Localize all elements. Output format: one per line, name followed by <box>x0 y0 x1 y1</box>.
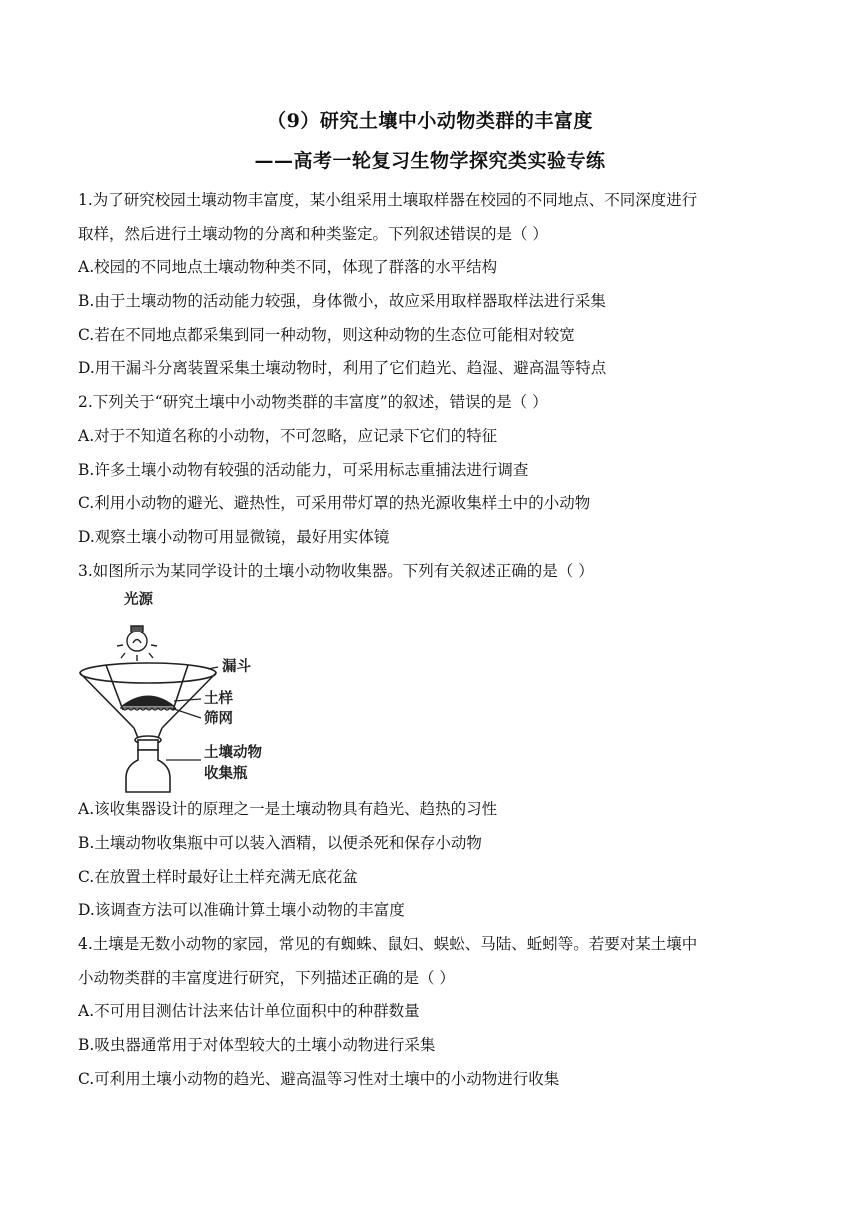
question-2 <box>78 386 778 554</box>
option-a: A.该收集器设计的原理之一是土壤动物具有趋光、趋热的习性 <box>78 800 498 819</box>
option-c: C.可利用土壤小动物的趋光、避高温等习性对土壤中的小动物进行收集 <box>78 1069 560 1088</box>
option-d: D.该调查方法可以准确计算土壤小动物的丰富度 <box>78 901 405 920</box>
question-stem: 取样，然后进行土壤动物的分离和种类鉴定。下列叙述错误的是（ ） <box>78 224 548 243</box>
option-d: D.观察土壤小动物可用显微镜，最好用实体镜 <box>78 527 390 546</box>
bottle-label-line1: 土壤动物 <box>204 745 262 762</box>
soil-sample-icon <box>122 696 174 706</box>
option-c: C.若在不同地点都采集到同一种动物，则这种动物的生态位可能相对较宽 <box>78 325 575 344</box>
question-stem: 小动物类群的丰富度进行研究，下列描述正确的是（ ） <box>78 968 455 987</box>
light-bulb-icon <box>117 626 157 661</box>
document-subtitle: ——高考一轮复习生物学探究类实验专练 <box>254 150 606 172</box>
question-stem: 1.为了研究校园土壤动物丰富度，某小组采用土壤取样器在校园的不同地点、不同深度进行 <box>78 191 698 209</box>
option-d: D.用干漏斗分离装置采集土壤动物时，利用了它们趋光、趋湿、避高温等特点 <box>78 359 607 378</box>
option-b: B.土壤动物收集瓶中可以装入酒精，以便杀死和保存小动物 <box>78 833 482 852</box>
option-a: A.不可用目测估计法来估计单位面积中的种群数量 <box>78 1002 420 1021</box>
sieve-icon <box>120 708 176 710</box>
question-stem: 3.如图所示为某同学设计的土壤小动物收集器。下列有关叙述正确的是（ ） <box>78 561 594 580</box>
question-list <box>78 184 778 1096</box>
question-stem: 2.下列关于“研究土壤中小动物类群的丰富度”的叙述，错误的是（ ） <box>78 393 548 412</box>
light-source-label: 光源 <box>124 592 153 609</box>
option-b: B.许多土壤小动物有较强的活动能力，可采用标志重捕法进行调查 <box>78 460 529 479</box>
question-stem: 4.土壤是无数小动物的家园，常见的有蜘蛛、鼠妇、蜈蚣、马陆、蚯蚓等。若要对某土壤中 <box>78 935 698 953</box>
option-a: A.对于不知道名称的小动物，不可忽略，应记录下它们的特征 <box>78 426 498 445</box>
collecting-bottle-icon <box>126 750 170 792</box>
question-4 <box>78 928 778 1096</box>
sieve-label: 筛网 <box>204 711 233 728</box>
option-c: C.在放置土样时最好让土样充满无底花盆 <box>78 867 358 886</box>
document-title: （9）研究土壤中小动物类群的丰富度 <box>267 110 593 132</box>
soil-animal-collector-figure <box>78 588 338 793</box>
question-3 <box>78 555 778 928</box>
option-c: C.利用小动物的避光、避热性，可采用带灯罩的热光源收集样土中的小动物 <box>78 494 591 513</box>
funnel-label: 漏斗 <box>222 659 251 676</box>
option-b: B.由于土壤动物的活动能力较强，身体微小，故应采用取样器取样法进行采集 <box>78 292 606 311</box>
bottle-label-line2: 收集瓶 <box>204 766 248 783</box>
question-1 <box>78 184 778 386</box>
soil-sample-label: 土样 <box>204 691 233 708</box>
option-b: B.吸虫器通常用于对体型较大的土壤小动物进行采集 <box>78 1036 436 1055</box>
option-a: A.校园的不同地点土壤动物种类不同，体现了群落的水平结构 <box>78 258 498 277</box>
